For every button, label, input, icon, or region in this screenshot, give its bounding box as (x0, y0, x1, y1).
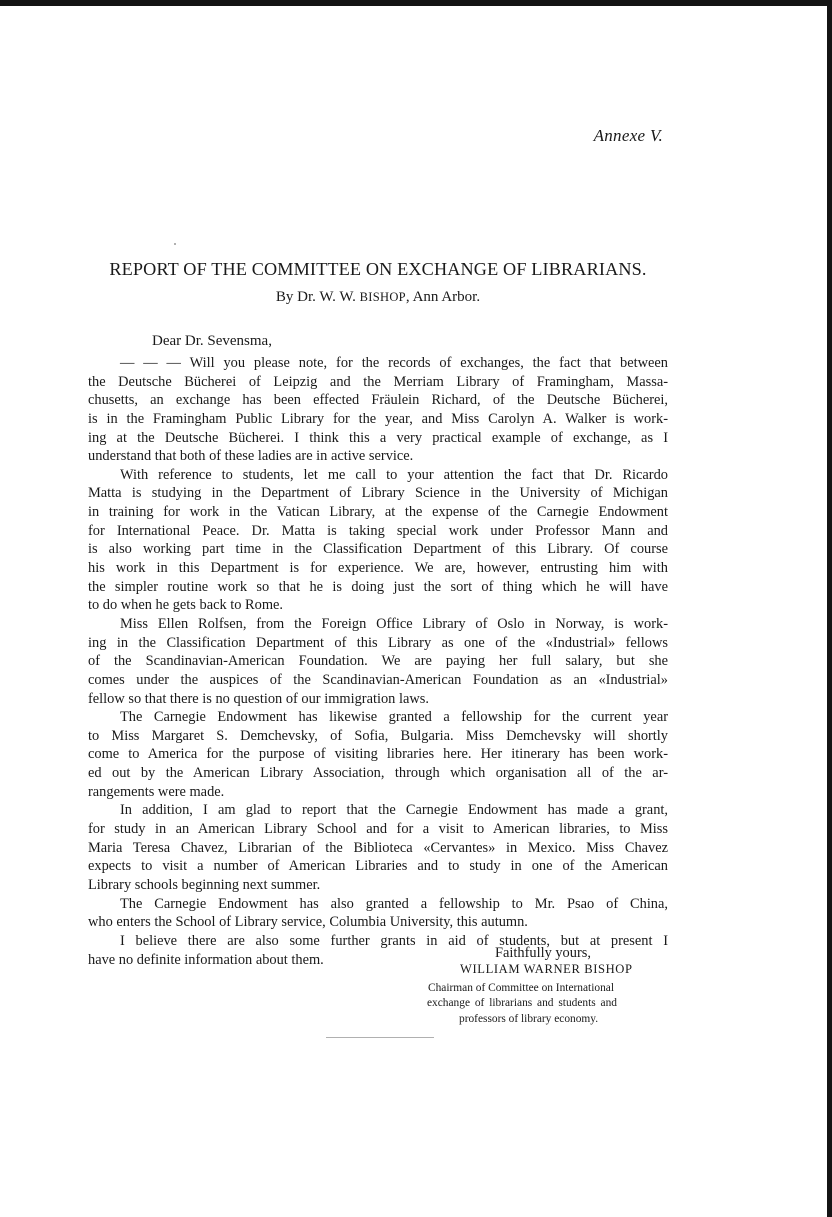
body-line: ing at the Deutsche Bücherei. I think this a very practical example of exchange, as I (88, 429, 668, 446)
body-line: Maria Teresa Chavez, Librarian of the Biblioteca «Cervantes» in Mexico. Miss Chavez (88, 839, 668, 856)
scan-border-top (0, 0, 832, 6)
body-line: Matta is studying in the Department of Library Science in the University of Michigan (88, 485, 668, 502)
body-line: have no definite information about them. (88, 951, 324, 968)
body-line: to Miss Margaret S. Demchevsky, of Sofia, Bulgaria. Miss Demchevsky will shortly (88, 727, 668, 744)
body-line: is also working part time in the Classification Department of this Library. Of course (88, 541, 668, 558)
byline-suffix: , Ann Arbor. (405, 289, 481, 305)
body-line: The Carnegie Endowment has also granted a fellowship to Mr. Psao of China, (120, 895, 668, 912)
scan-border-right (827, 0, 832, 1217)
body-line: fellow so that there is no question of our immigration laws. (88, 690, 429, 707)
salutation: Dear Dr. Sevensma, (152, 333, 272, 349)
body-line: understand that both of these ladies are in active service. (88, 448, 414, 465)
body-line: is in the Framingham Public Library for the year, and Miss Carolyn A. Walker is work- (88, 410, 668, 427)
body-line: the Deutsche Bücherei of Leipzig and the Merriam Library of Framingham, Massa- (88, 373, 668, 390)
body-line: With reference to students, let me call to your attention the fact that Dr. Ricardo (120, 466, 668, 483)
annex-label: Annexe V. (593, 126, 663, 145)
body-line: his work in this Department is for experience. We are, however, entrusting him with (88, 560, 668, 577)
body-line: to do when he gets back to Rome. (88, 597, 284, 614)
signature-title-line: professors of library economy. (459, 1013, 599, 1025)
body-line: who enters the School of Library service, Columbia University, this autumn. (88, 914, 528, 931)
body-line: in training for work in the Vatican Library, at the expense of the Carnegie Endowment (88, 504, 668, 521)
body-line: ed out by the American Library Association, through which organisation all of the ar- (88, 765, 668, 782)
body-line: for International Peace. Dr. Matta is taking special work under Professor Mann and (88, 522, 668, 539)
byline (200, 289, 556, 306)
body-line: The Carnegie Endowment has likewise granted a fellowship for the current year (120, 709, 668, 726)
signature-closing: Faithfully yours, (495, 945, 591, 961)
signature-name: WILLIAM WARNER BISHOP (460, 962, 633, 976)
body-line: chusetts, an exchange has been effected Fräulein Richard, of the Deutsche Bücherei, (88, 392, 668, 409)
body-line: comes under the auspices of the Scandinavian-American Foundation as an «Industrial» (88, 671, 668, 688)
body-line: for study in an American Library School and for a visit to American libraries, to Miss (88, 821, 668, 838)
body-line: rangements were made. (88, 783, 225, 800)
body-line: come to America for the purpose of visiting libraries here. Her itinerary has been work- (88, 746, 668, 763)
letter-body (88, 354, 668, 969)
body-line: In addition, I am glad to report that the Carnegie Endowment has made a grant, (120, 802, 668, 819)
report-title: REPORT OF THE COMMITTEE ON EXCHANGE OF LIBRARIANS. (109, 259, 647, 279)
body-line: expects to visit a number of American Libraries and to study in one of the American (88, 858, 668, 875)
body-line: I believe there are also some further grants in aid of students, but at present I (120, 932, 668, 949)
byline-prefix: By Dr. W. W. (275, 289, 356, 305)
byline-surname: BISHOP (359, 290, 406, 304)
signature-title-line: Chairman of Committee on International (428, 982, 614, 994)
body-line: ing in the Classification Department of this Library as one of the «Industrial» fellows (88, 634, 668, 651)
body-line: of the Scandinavian-American Foundation. We are paying her full salary, but she (88, 653, 668, 670)
footer-rule (326, 1037, 434, 1038)
ink-speck (174, 243, 176, 245)
body-line: Library schools beginning next summer. (88, 876, 321, 893)
body-line: the simpler routine work so that he is doing just the sort of thing which he will have (88, 578, 668, 595)
signature-title-line: exchange of librarians and students and (427, 997, 617, 1009)
body-line: — — — Will you please note, for the records of exchanges, the fact that between (120, 355, 668, 371)
body-line: Miss Ellen Rolfsen, from the Foreign Office Library of Oslo in Norway, is work- (120, 615, 668, 632)
